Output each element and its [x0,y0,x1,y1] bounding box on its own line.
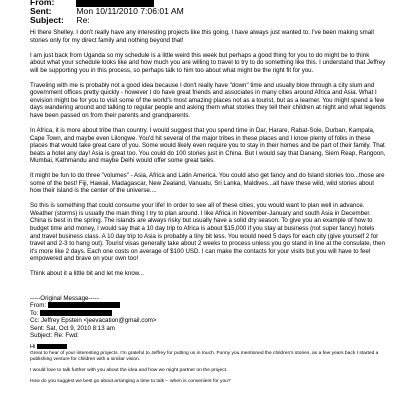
body-paragraph: Great to hear of your interesting projects. I'm grateful to Jeffrey for putting us in touch. Funny you mentioned the children's stories, as a few years back I started a publishing venture for children with a similar vision. [30,351,379,362]
subject-value: Re: [76,15,90,25]
original-separator: -----Original Message----- [30,295,99,302]
original-cc-line: Cc: Jeffrey Epstein <jeevacation@gmail.com> [30,317,157,324]
original-from-row [30,302,120,310]
original-body [30,351,386,390]
body-paragraph: Hi there Shelley. I don't really have any interesting projects like this going, I have always just wanted to. I've been making small stories only for my direct family and nothing beyond that! [30,29,374,44]
body-paragraph: How do you suggest we best go about arranging a time to talk -- when is convenient for you? [30,379,231,384]
email-body [30,29,386,285]
original-greeting: Hi [30,344,36,350]
sent-label: Sent: [30,6,52,16]
original-sent-line: Sent: Sat, Oct 9, 2010 8:13 am [30,324,115,332]
original-subject-line: Subject: Re: Fwd: [30,332,79,339]
original-to-row [30,310,112,318]
body-paragraph: So this is something that could consume your life! In order to see all of these cities, you would want to plan well in advance. Weather (storms) is usually the main thing I try to plan around. I like Africa in November-January and south Asia in December. China is best in the spring. The islands are always risky but usually have a solid dry season. To give you an example of how to budget time and money, I would say that a 10 day trip to Africa is about $15,000 if you stay at business (not super fancy) hotels and travel business class. A 10 day trip to Asia is probably a tiny bit less. You would need 5 days for each city (give yourself 2 for travel and 2-3 to hang out). Tourist visas generally take about 2 weeks to process unless you go stand in line at the consulate, then it's more like 2 days. Each one costs on average of $100 USD. I can make the contacts for your visits but you will have to feel empowered and brave on your own too! [30,202,385,263]
original-to-label: To: [30,309,39,317]
original-from-label: From: [30,302,47,309]
sent-value: Mon 10/11/2010 7:06:01 AM [76,6,184,16]
body-paragraph: Traveling with me is probably not a good idea because I don't really have "down" time and usually blow through a city slum and government offices pretty quickly - however I do have great friends and associates in many cities around Africa and Asia. What I envision might be for you to visit some of the world's most amazing places not as a tourist, but as a learner. You might spend a few days wandering around and talking to regular people and asking them what stories they tell their children at night and what legends have been passed on from their parents and grandparents. [30,81,386,119]
subject-label: Subject: [30,15,64,25]
from-label: From: [30,0,55,7]
redaction-bar [40,310,112,316]
body-paragraph: I would love to talk further with you about the idea and how we might partner on the project. [30,368,228,373]
subject-row [30,15,90,25]
redaction-bar [48,302,120,308]
redaction-bar [37,344,67,349]
body-paragraph: In Africa, it is more about tribe than country. I would suggest that you spend time in Dar, Harare, Rabat-Sole, Durban, Kampala, Cape Town, and maybe even Lilongwe. You'd hit several of the major tribes in these places and I know plenty of folks in these places that would take great care of you. Some would likely even require you to stay in their homes and be part of their family. That beats a hotel any day! Asia is great too. You could do 100 stories just in China. But I would say that Danang, Siem Reap, Rangoon, Mumbai, Kathmandu and maybe Delhi would offer some great tales. [30,126,386,165]
body-paragraph: It might be fun to do three "volumes" - Asia, Africa and Latin America. You could also get fancy and do Island stories too...those are some of the best! Fiji, Hawaii, Madagascar, New Zealand, Vanuatu, Sri Lanka, Maldives...all have these wild, wild stories about how their island is the center of the universe.... [30,172,385,195]
body-paragraph: Think about it a little bit and let me know... [30,270,145,278]
body-paragraph: I am just back from Uganda so my schedule is a little weird this week but perhaps a good thing for you to do might be to think about what your schedule looks like and how much you are willing to travel to try to do something like this. I understand that Jeffrey will be supporting you in this process, so perhaps talk to him too about what might be the right fit for you. [30,51,386,74]
